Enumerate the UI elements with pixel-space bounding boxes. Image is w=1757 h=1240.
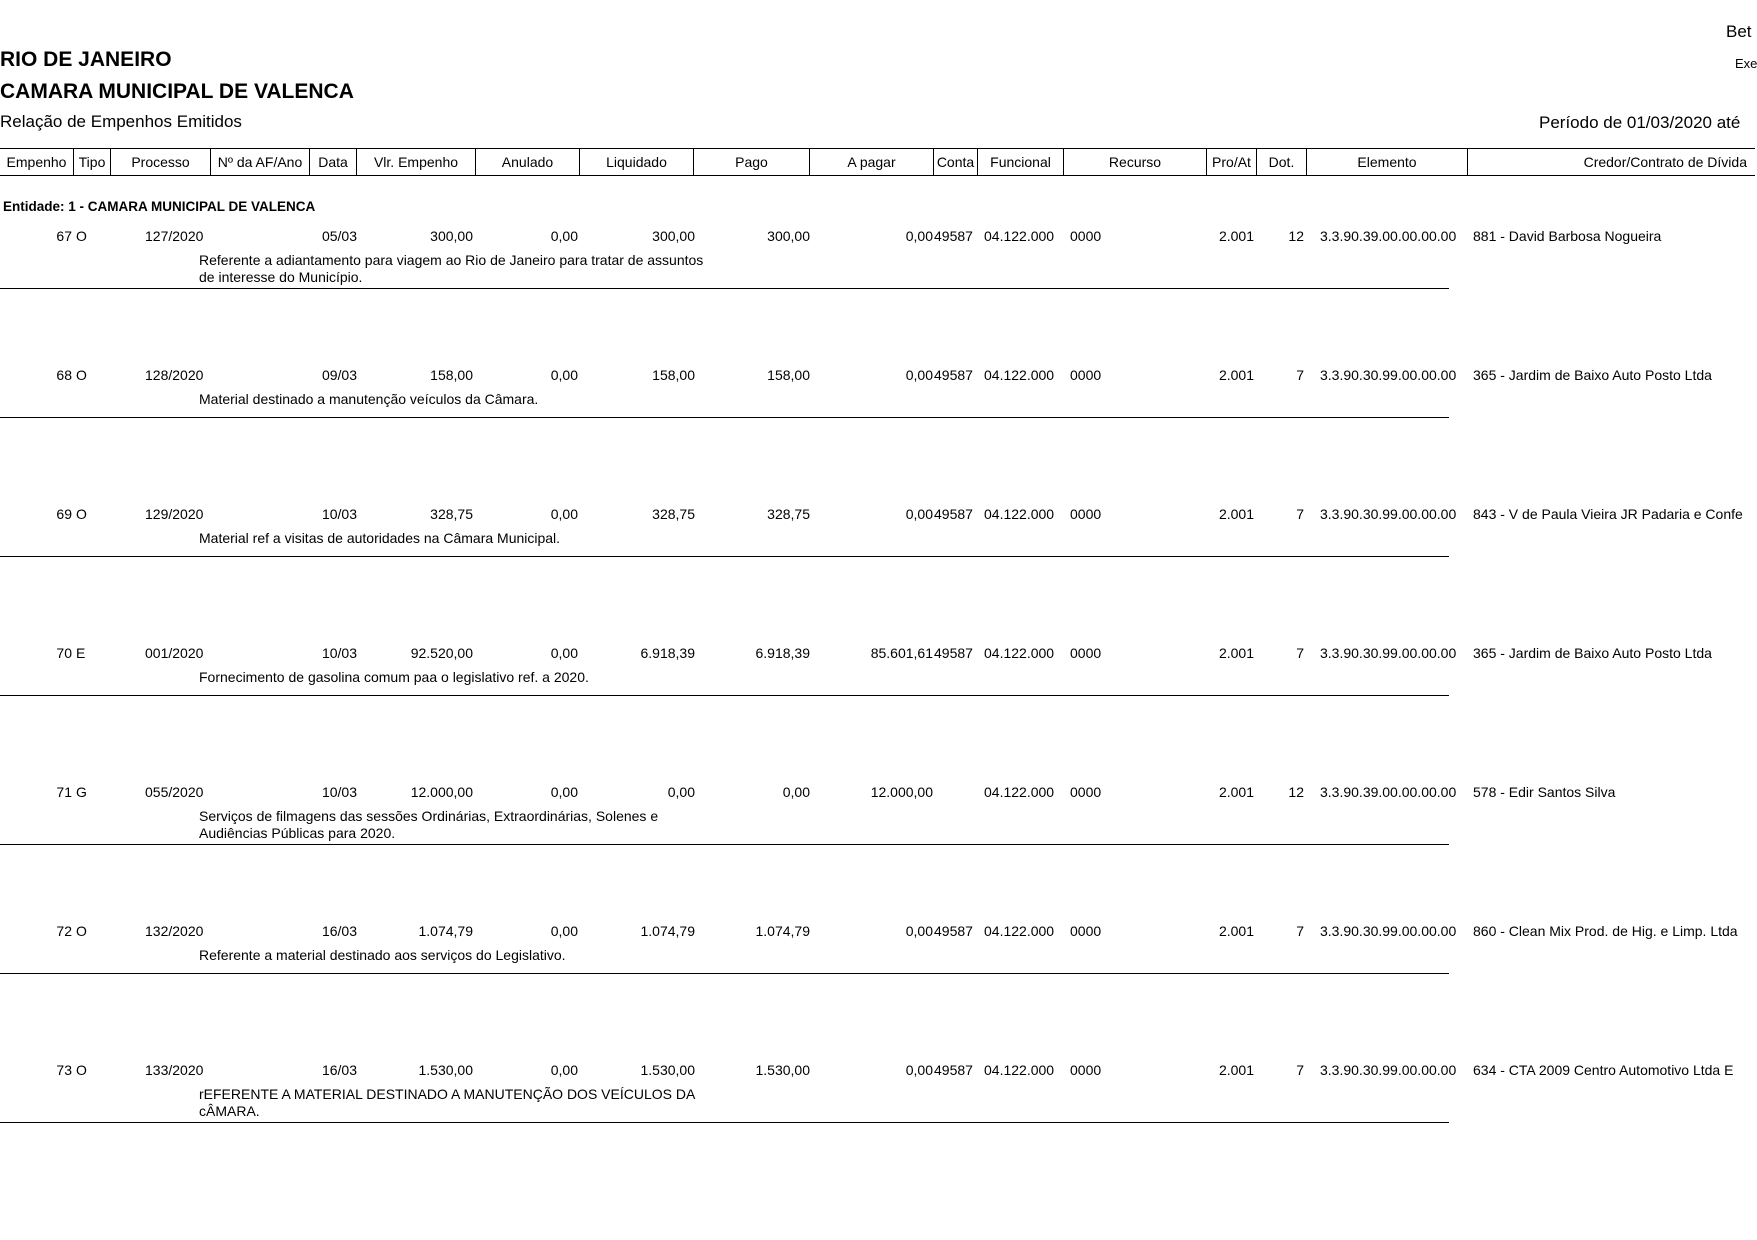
- state-title: RIO DE JANEIRO: [0, 48, 172, 71]
- cell-credor: 365 - Jardim de Baixo Auto Posto Ltda: [1473, 645, 1712, 661]
- cell-dot: 7: [1296, 645, 1304, 661]
- cell-anulado: 0,00: [550, 784, 578, 800]
- cell-liquidado: 158,00: [652, 367, 695, 383]
- cell-dot: 7: [1296, 506, 1304, 522]
- cell-empenho: 72: [56, 923, 72, 939]
- cell-funcional: 04.122.000: [984, 784, 1055, 800]
- cell-vlr-empenho: 12.000,00: [410, 784, 473, 800]
- cell-vlr-empenho: 300,00: [430, 228, 473, 244]
- cell-pro-at: 2.001: [1218, 645, 1254, 661]
- cell-conta: 49587: [934, 923, 973, 939]
- cell-pago: 0,00: [782, 784, 810, 800]
- row-separator: [0, 844, 1449, 845]
- row-description: Fornecimento de gasolina comum paa o legislativo ref. a 2020.: [199, 669, 589, 685]
- cell-elemento: 3.3.90.30.99.00.00.00: [1320, 645, 1457, 661]
- cell-pago: 6.918,39: [755, 645, 810, 661]
- cell-data: 05/03: [321, 228, 357, 244]
- col-recurso: Recurso: [1064, 149, 1207, 175]
- row-description: Material ref a visitas de autoridades na Câmara Municipal.: [199, 530, 561, 546]
- cell-liquidado: 328,75: [652, 506, 695, 522]
- cell-empenho: 67: [56, 228, 72, 244]
- cell-data: 10/03: [321, 784, 357, 800]
- cell-vlr-empenho: 1.074,79: [418, 923, 473, 939]
- cell-recurso: 0000: [1070, 506, 1102, 522]
- cell-tipo: O: [76, 506, 87, 522]
- cell-tipo: O: [76, 228, 87, 244]
- col-credor: Credor/Contrato de Dívida: [1583, 154, 1747, 170]
- cell-funcional: 04.122.000: [984, 1062, 1055, 1078]
- period-label: Período de 01/03/2020 até: [1539, 113, 1741, 132]
- col-tipo: Tipo: [74, 149, 111, 175]
- cell-pro-at: 2.001: [1218, 506, 1254, 522]
- cell-liquidado: 1.074,79: [640, 923, 695, 939]
- cell-conta: 49587: [934, 506, 973, 522]
- cell-a-pagar: 0,00: [905, 923, 933, 939]
- cell-anulado: 0,00: [550, 506, 578, 522]
- table-row: [0, 506, 1755, 586]
- cell-liquidado: 6.918,39: [640, 645, 695, 661]
- col-a-pagar: A pagar: [810, 149, 934, 175]
- cell-processo: 132/2020: [145, 923, 204, 939]
- cell-dot: 12: [1288, 784, 1304, 800]
- cell-a-pagar: 12.000,00: [870, 784, 933, 800]
- cell-processo: 128/2020: [145, 367, 204, 383]
- cell-credor: 881 - David Barbosa Nogueira: [1473, 228, 1662, 244]
- cell-elemento: 3.3.90.30.99.00.00.00: [1320, 506, 1457, 522]
- cell-conta: 49587: [934, 367, 973, 383]
- entity-section-label: Entidade: 1 - CAMARA MUNICIPAL DE VALENCA: [3, 199, 316, 214]
- table-row: [0, 645, 1755, 725]
- cell-empenho: 69: [56, 506, 72, 522]
- col-pro-at: Pro/At: [1207, 149, 1257, 175]
- column-header-row: [0, 148, 1755, 176]
- cell-processo: 127/2020: [145, 228, 204, 244]
- cell-processo: 129/2020: [145, 506, 204, 522]
- entity-title: CAMARA MUNICIPAL DE VALENCA: [0, 80, 354, 103]
- cell-anulado: 0,00: [550, 367, 578, 383]
- cell-funcional: 04.122.000: [984, 645, 1055, 661]
- cell-vlr-empenho: 1.530,00: [418, 1062, 473, 1078]
- table-row: [0, 228, 1755, 308]
- cell-anulado: 0,00: [550, 645, 578, 661]
- cell-liquidado: 300,00: [652, 228, 695, 244]
- cell-funcional: 04.122.000: [984, 367, 1055, 383]
- cell-conta: 49587: [934, 228, 973, 244]
- cell-anulado: 0,00: [550, 1062, 578, 1078]
- cell-a-pagar: 85.601,61: [870, 645, 933, 661]
- cell-credor: 578 - Edir Santos Silva: [1473, 784, 1616, 800]
- cell-data: 16/03: [321, 923, 357, 939]
- cell-liquidado: 1.530,00: [640, 1062, 695, 1078]
- cell-funcional: 04.122.000: [984, 228, 1055, 244]
- cell-pro-at: 2.001: [1218, 784, 1254, 800]
- col-af-ano: Nº da AF/Ano: [211, 149, 310, 175]
- row-description: Referente a adiantamento para viagem ao Rio de Janeiro para tratar de assuntos de interesse do Município.: [199, 252, 704, 285]
- col-data: Data: [310, 149, 357, 175]
- cell-a-pagar: 0,00: [905, 506, 933, 522]
- cell-a-pagar: 0,00: [905, 1062, 933, 1078]
- cell-vlr-empenho: 328,75: [430, 506, 473, 522]
- cell-tipo: G: [76, 784, 87, 800]
- cell-tipo: O: [76, 923, 87, 939]
- cell-processo: 133/2020: [145, 1062, 204, 1078]
- top-right-line-1: Bet: [1726, 22, 1752, 41]
- cell-recurso: 0000: [1070, 228, 1102, 244]
- cell-conta: 49587: [934, 1062, 973, 1078]
- cell-empenho: 68: [56, 367, 72, 383]
- table-row: [0, 923, 1755, 1003]
- top-right-line-2: Exe: [1735, 56, 1757, 71]
- cell-pago: 1.530,00: [755, 1062, 810, 1078]
- cell-dot: 12: [1288, 228, 1304, 244]
- cell-data: 10/03: [321, 506, 357, 522]
- cell-dot: 7: [1296, 923, 1304, 939]
- cell-conta: 49587: [934, 645, 973, 661]
- col-liquidado: Liquidado: [580, 149, 694, 175]
- col-anulado: Anulado: [476, 149, 580, 175]
- cell-recurso: 0000: [1070, 645, 1102, 661]
- table-row: [0, 1062, 1755, 1142]
- cell-empenho: 71: [56, 784, 72, 800]
- col-processo: Processo: [111, 149, 211, 175]
- cell-recurso: 0000: [1070, 923, 1102, 939]
- cell-dot: 7: [1296, 1062, 1304, 1078]
- table-row: [0, 367, 1755, 447]
- cell-data: 10/03: [321, 645, 357, 661]
- row-description: rEFERENTE A MATERIAL DESTINADO A MANUTENÇÃO DOS VEÍCULOS DA cÂMARA.: [199, 1086, 695, 1119]
- row-separator: [0, 556, 1449, 557]
- cell-processo: 001/2020: [145, 645, 204, 661]
- cell-pro-at: 2.001: [1218, 367, 1254, 383]
- cell-vlr-empenho: 92.520,00: [410, 645, 473, 661]
- cell-recurso: 0000: [1070, 367, 1102, 383]
- table-row: [0, 784, 1755, 864]
- row-separator: [0, 695, 1449, 696]
- col-elemento: Elemento: [1307, 149, 1468, 175]
- cell-credor: 634 - CTA 2009 Centro Automotivo Ltda E: [1473, 1062, 1734, 1078]
- cell-processo: 055/2020: [145, 784, 204, 800]
- cell-recurso: 0000: [1070, 1062, 1102, 1078]
- col-empenho: Empenho: [0, 149, 74, 175]
- cell-tipo: O: [76, 367, 87, 383]
- cell-pro-at: 2.001: [1218, 923, 1254, 939]
- cell-recurso: 0000: [1070, 784, 1102, 800]
- cell-pago: 328,75: [767, 506, 810, 522]
- col-funcional: Funcional: [978, 149, 1064, 175]
- row-description: Material destinado a manutenção veículos da Câmara.: [199, 391, 539, 407]
- row-description: Serviços de filmagens das sessões Ordinárias, Extraordinárias, Solenes e Audiências Públicas para 2020.: [199, 808, 659, 841]
- cell-pago: 158,00: [767, 367, 810, 383]
- cell-pago: 300,00: [767, 228, 810, 244]
- cell-data: 16/03: [321, 1062, 357, 1078]
- cell-elemento: 3.3.90.39.00.00.00.00: [1320, 784, 1457, 800]
- cell-funcional: 04.122.000: [984, 923, 1055, 939]
- cell-tipo: O: [76, 1062, 87, 1078]
- cell-pago: 1.074,79: [755, 923, 810, 939]
- cell-dot: 7: [1296, 367, 1304, 383]
- cell-elemento: 3.3.90.30.99.00.00.00: [1320, 367, 1457, 383]
- cell-anulado: 0,00: [550, 923, 578, 939]
- cell-elemento: 3.3.90.39.00.00.00.00: [1320, 228, 1457, 244]
- col-conta: Conta: [934, 149, 978, 175]
- cell-credor: 860 - Clean Mix Prod. de Hig. e Limp. Ltda: [1473, 923, 1738, 939]
- row-separator: [0, 973, 1449, 974]
- row-separator: [0, 288, 1449, 289]
- cell-pro-at: 2.001: [1218, 228, 1254, 244]
- cell-elemento: 3.3.90.30.99.00.00.00: [1320, 923, 1457, 939]
- cell-pro-at: 2.001: [1218, 1062, 1254, 1078]
- cell-empenho: 70: [56, 645, 72, 661]
- cell-credor: 365 - Jardim de Baixo Auto Posto Ltda: [1473, 367, 1712, 383]
- cell-funcional: 04.122.000: [984, 506, 1055, 522]
- row-separator: [0, 417, 1449, 418]
- col-dot: Dot.: [1257, 149, 1307, 175]
- cell-elemento: 3.3.90.30.99.00.00.00: [1320, 1062, 1457, 1078]
- report-title: Relação de Empenhos Emitidos: [0, 112, 242, 131]
- cell-liquidado: 0,00: [667, 784, 695, 800]
- cell-a-pagar: 0,00: [905, 228, 933, 244]
- cell-a-pagar: 0,00: [905, 367, 933, 383]
- cell-anulado: 0,00: [550, 228, 578, 244]
- col-pago: Pago: [694, 149, 810, 175]
- cell-vlr-empenho: 158,00: [430, 367, 473, 383]
- row-separator: [0, 1122, 1449, 1123]
- cell-data: 09/03: [321, 367, 357, 383]
- cell-tipo: E: [76, 645, 86, 661]
- row-description: Referente a material destinado aos serviços do Legislativo.: [199, 947, 566, 963]
- cell-credor: 843 - V de Paula Vieira JR Padaria e Confe: [1473, 506, 1743, 522]
- col-vlr-empenho: Vlr. Empenho: [357, 149, 476, 175]
- cell-empenho: 73: [56, 1062, 72, 1078]
